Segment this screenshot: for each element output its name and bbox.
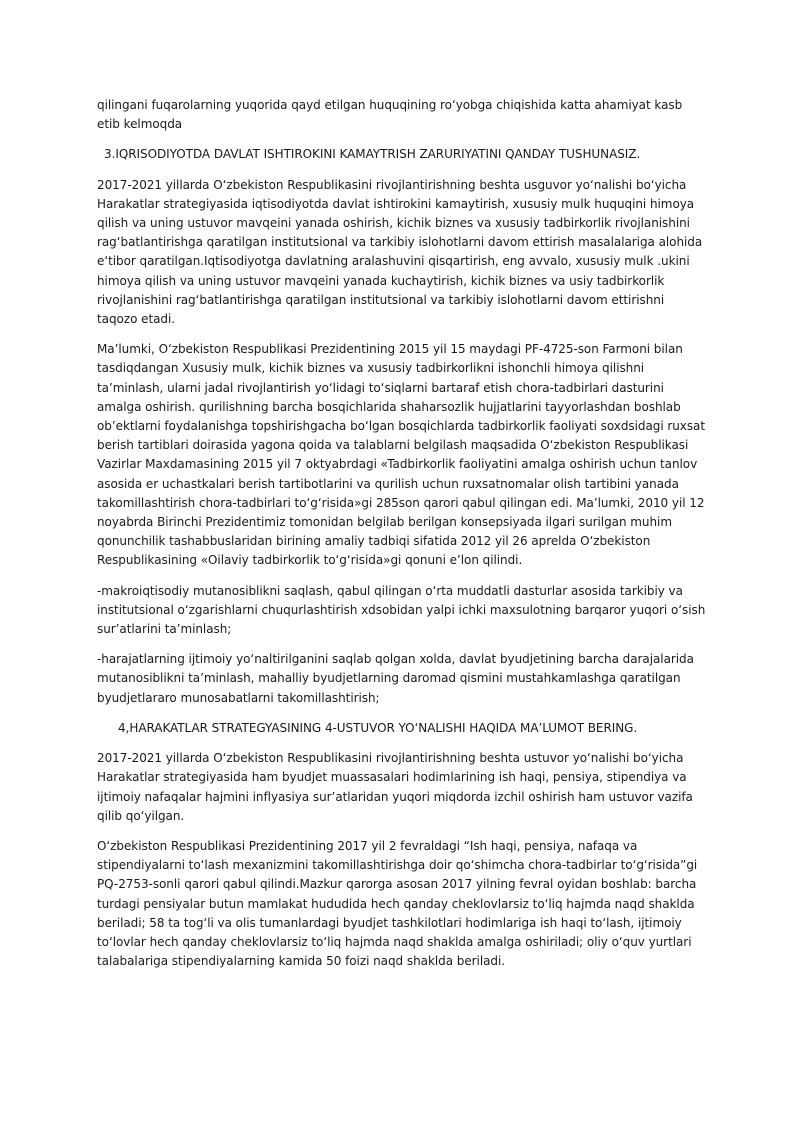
paragraph-decree-pf-4725: Ma’lumki, O‘zbekiston Respublikasi Prezidentining 2015 yil 15 maydagi PF-4725-son Farmoni bilan tasdiqdangan Xususiy mulk, kichik biznes va xususiy tadbirkorlikni ishonchli himoya qilishni ta’minlash, ularni jadal rivojlantirish yo‘lidagi to‘siqlarni bartaraf etish chora-tadbirlari dasturini amalga oshirish. qurilishning barcha bosqichlarida shaharsozlik hujjatlarini tayyorlashdan boshlab ob’ektlarni foydalanishga topshirishgacha bo‘lgan bosqichlarda tadbirkorlik faoliyati soxdsidagi ruxsat berish tartiblari doirasida yagona qoida va talablarni belgilash maqsadida O‘zbekiston Respublikasi Vazirlar Maxdamasining 2015 yil 7 oktyabrdagi «Tadbirkorlik faoliyatini amalga oshirish uchun tanlov asosida er uchastkalari berish tartibotlarini va qurilish uchun ruxsatnomalar olish tartibini yanada takomillashtirish chora-tadbirlari to‘g‘risida»gi 285son qarori qabul qilingan edi. Ma’lumki, 2010 yil 12 noyabrda Birinchi Prezidentimiz tomonidan belgilab berilgan konsepsiyada ilgari surilgan muhim qonunchilik tashabbuslaridan birining amaliy tadbiqi sifatida 2012 yil 26 aprelda O‘zbekiston Respublikasining «Oilaviy tadbirkorlik to‘g‘risida»gi qonuni e’lon qilindi. <box>97 342 706 568</box>
paragraph-wages-pensions: 2017-2021 yillarda O‘zbekiston Respublikasini rivojlantirishning beshta ustuvor yo‘nalishi bo‘yicha Harakatlar strategiyasida ham byudjet muassasalari hodimlarining ish haqi, pensiya, stipendiya va ijtimoiy nafaqalar hajmini inflyasiya sur’atlaridan yuqori miqdorda izchil oshirish ham ustuvor vazifa qilib qo‘yilgan. <box>97 751 693 823</box>
section-heading-3: 3.IQRISODIYOTDA DAVLAT ISHTIROKINI KAMAYTRISH ZARURIYATINI QANDAY TUSHUNASIZ. <box>104 147 641 162</box>
paragraph-strategy-private-property: 2017-2021 yillarda O‘zbekiston Respublikasini rivojlantirishning beshta usguvor yo‘nalishi bo‘yicha Harakatlar strategiyasida iqtisodiyotda davlat ishtirokini kamaytirish, xususiy mulk huquqini himoya qilish va uning ustuvor mavqeini yanada oshirish, kichik biznes va xususiy tadbirkorlik rivojlanishini rag‘batlantirishga qaratilgan institutsional va tarkibiy islohotlarni davom ettirish masalalariga alohida e‘tibor qaratilgan.Iqtisodiyotga davlatning aralashuvini qisqartirish, eng avvalo, xususiy mulk .ukini himoya qilish va uning ustuvor mavqeini yanada kuchaytirish, kichik biznes va usiy tadbirkorlik rivojlanishini rag‘batlantirishga qaratilgan institutsional va tarkibiy islohotlarni davom ettirishni taqozo etadi. <box>97 177 703 327</box>
paragraph-budget-balance: -harajatlarning ijtimoiy yo‘naltirilganini saqlab qolgan xolda, davlat byudjetining barcha darajalarida mutanosiblikni ta’minlash, mahalliy byudjetlarning daromad qismini mustahkamlashga qaratilgan byudjetlararo munosabatlarni takomillashtirish; <box>97 652 694 705</box>
section-heading-4: 4,HARAKATLAR STRATEGYASINING 4-USTUVOR YO‘NALISHI HAQIDA MA’LUMOT BERING. <box>118 720 638 735</box>
paragraph-macroeconomic-balance: -makroiqtisodiy mutanosiblikni saqlash, qabul qilingan o‘rta muddatli dasturlar asosida tarkibiy va institutsional o‘zgarishlarni chuqurlashtirish xdsobidan yalpi ichki maxsulotning barqaror yuqori o‘sish sur’atlarini ta’minlash; <box>97 583 706 637</box>
document-body <box>97 96 707 982</box>
paragraph-intro: qilingani fuqarolarning yuqorida qayd etilgan huquqining ro‘yobga chiqishida katta ahamiyat kasb etib kelmoqda <box>97 98 683 132</box>
paragraph-resolution-pq-2753: O‘zbekiston Respublikasi Prezidentining 2017 yil 2 fevraldagi “Ish haqi, pensiya, nafaqa va stipendiyalarni to‘lash mexanizmini takomillashtirishga doir qo‘shimcha chora-tadbirlar to‘g‘risida”gi PQ-2753-sonli qarori qabul qilindi.Mazkur qarorga asosan 2017 yilning fevral oyidan boshlab: barcha turdagi pensiyalar butun mamlakat hududida hech qanday cheklovlarsiz to‘liq hajmda naqd shaklda beriladi; 58 ta tog‘li va olis tumanlardagi byudjet tashkilotlari hodimlariga ish haqi to‘lash, ijtimoiy to‘lovlar hech qanday cheklovlarsiz to‘liq hajmda naqd shaklda amalga oshiriladi; oliy o‘quv yurtlari talabalariga stipendiyalarning kamida 50 foizi naqd shaklda beriladi. <box>97 838 698 969</box>
